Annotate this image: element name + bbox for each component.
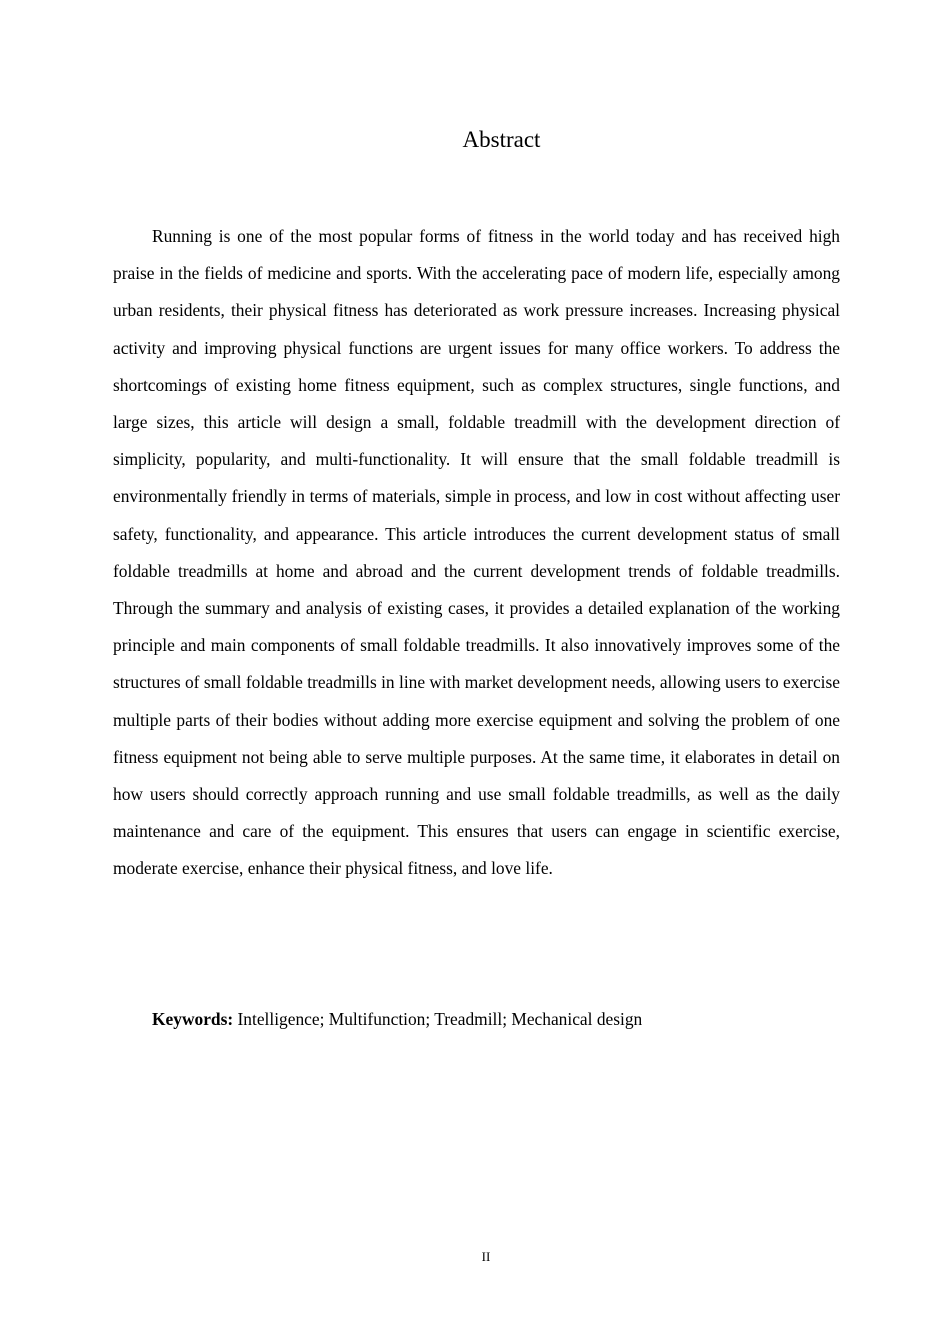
keywords-line (113, 1001, 840, 1038)
page-title: Abstract (462, 127, 541, 152)
keywords-list: Intelligence; Multifunction; Treadmill; Mechanical design (233, 1009, 643, 1029)
page-number: II (481, 1249, 491, 1264)
abstract-paragraph: Running is one of the most popular forms of fitness in the world today and has received high praise in the fields of medicine and sports. With the accelerating pace of modern life, especially among urban residents, their physical fitness has deteriorated as work pressure increases. Increasing physical activity and improving physical functions are urgent issues for many office workers. To address the shortcomings of existing home fitness equipment, such as complex structures, single functions, and large sizes, this article will design a small, foldable treadmill with the development direction of simplicity, popularity, and multi-functionality. It will ensure that the small foldable treadmill is environmentally friendly in terms of materials, simple in process, and low in cost without affecting user safety, functionality, and appearance. This article introduces the current development status of small foldable treadmills at home and abroad and the current development trends of foldable treadmills. Through the summary and analysis of existing cases, it provides a detailed explanation of the working principle and main components of small foldable treadmills. It also innovatively improves some of the structures of small foldable treadmills in line with market development needs, allowing users to exercise multiple parts of their bodies without adding more exercise equipment and solving the problem of one fitness equipment not being able to serve multiple purposes. At the same time, it elaborates in detail on how users should correctly approach running and use small foldable treadmills, as well as the daily maintenance and care of the equipment. This ensures that users can engage in scientific exercise, moderate exercise, enhance their physical fitness, and love life. (113, 226, 840, 879)
keywords-label: Keywords: (152, 1009, 234, 1029)
